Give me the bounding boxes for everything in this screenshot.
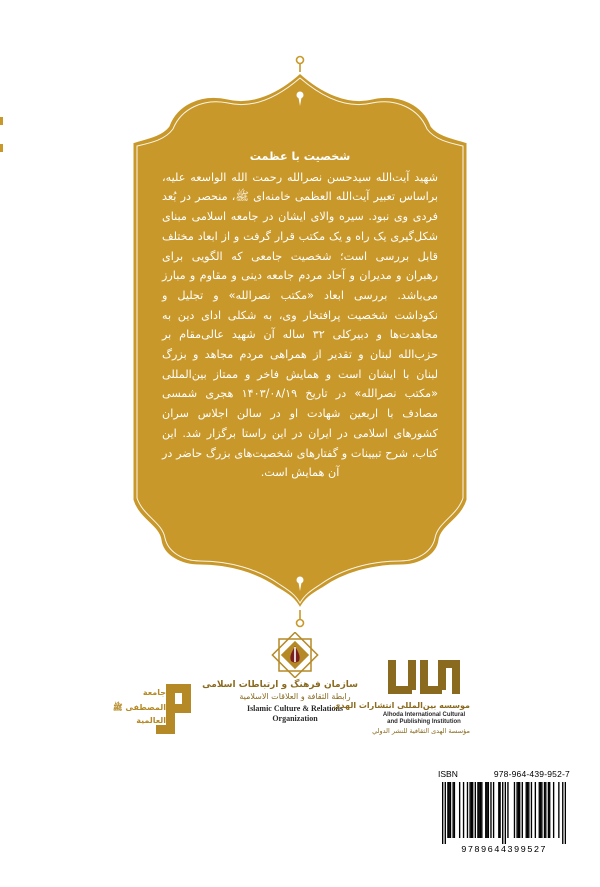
barcode-bar <box>565 782 566 844</box>
barcode-bar <box>452 782 453 838</box>
al-mustafa-university-logo <box>112 680 194 740</box>
barcode-bar <box>498 782 499 838</box>
barcode-bar <box>454 782 455 838</box>
barcode-bar <box>459 782 460 838</box>
barcode-bar <box>527 782 528 838</box>
barcode-bar <box>486 782 487 838</box>
barcode-bar <box>562 782 563 844</box>
isbn-barcode-box <box>436 767 572 858</box>
isbn-number: 978-964-439-952-7 <box>493 769 570 779</box>
barcode-bar <box>549 782 550 838</box>
barcode-bar <box>505 782 506 844</box>
barcode-bar <box>477 782 478 838</box>
barcode-bar <box>479 782 480 838</box>
mostafa-name-line-2: المصطفى ﷺ <box>112 703 166 712</box>
barcode-bar <box>553 782 554 838</box>
barcode-bar <box>522 782 523 838</box>
barcode-bar <box>545 782 546 838</box>
icro-logo <box>202 632 358 727</box>
alhoda-name-english-2: and Publishing Institution <box>387 719 461 725</box>
icro-name-english-1: Islamic Culture & Relations <box>246 704 344 713</box>
barcode-digits: 9789644399527 <box>461 845 547 855</box>
barcode-bar <box>502 782 503 844</box>
barcode-bar <box>445 782 446 844</box>
barcode-bar <box>463 782 464 838</box>
barcode-bar <box>493 782 494 838</box>
barcode-bar <box>531 782 532 838</box>
blurb-heading: شخصیت با عظمت <box>249 150 351 163</box>
barcode-bar <box>447 782 448 838</box>
barcode-bar <box>469 782 470 838</box>
mostafa-name-line-3: العالمية <box>136 716 166 725</box>
alhoda-emblem-icon <box>378 654 470 700</box>
icro-name-persian: سازمان فرهنگ و ارتباطات اسلامی <box>202 680 358 690</box>
barcode-bar <box>540 782 541 838</box>
barcode-bar <box>472 782 473 838</box>
alhoda-name-arabic: مؤسسة الهدی الثقافیة للنشر الدولي <box>372 727 470 735</box>
bottom-finial-icon <box>297 610 304 627</box>
iran-emblem-icon <box>232 632 358 678</box>
barcode-bar <box>516 782 517 838</box>
barcode-bar <box>541 782 542 838</box>
barcode-bar <box>518 782 519 838</box>
barcode-bar <box>499 782 500 838</box>
alhoda-name-persian: موسسه بین‌المللی انتشارات الهدی <box>333 701 470 710</box>
barcode-bar <box>514 782 515 838</box>
barcode-bar <box>528 782 529 838</box>
top-finial-icon <box>297 57 304 73</box>
back-cover-blurb <box>162 147 438 483</box>
barcode-bar <box>480 782 481 838</box>
isbn-label: ISBN <box>438 769 458 779</box>
blurb-body: شهید آیت‌الله سیدحسن نصرالله رحمت الله الواسعه علیه، براساس تعبیر آیت‌الله العظمی خامنه‌ای ﷺ، منحصر در بُعد فردی وی نبود. سیره والای ایشان در جامعه اسلامی مبنای شکل‌گیری یک راه و یک مکتب قرار گرفت و از ابعاد مختلف قابل بررسی است؛ شخصیت جامعی که الگویی برای رهبران و مدیران و آحاد مردم جامعه دینی و مقاوم و مبارز می‌باشد. بررسی ابعاد «مکتب نصرالله» و تجلیل و نکوداشت شخصیت پرافتخار وی، به شکلی ادای دین به مجاهدت‌ها و دبیرکلی ۳۲ ساله آن شهید عالی‌مقام بر حزب‌الله لبنان و تقدیر از همراهی مردم مجاهد و بزرگ لبنان با ایشان است و همایش فاخر و ممتاز بین‌المللی «مکتب نصرالله» در تاریخ ۱۴۰۳/۰۸/۱۹ هجری شمسی مصادف با اربعین شهادت او در سالن اجلاس سران کشورهای اسلامی در ایران در این راستا برگزار شد. این کتاب، شرح تبیینات و گفتارهای شخصیت‌های بزرگ حاضر در آن همایش است. <box>162 170 438 480</box>
barcode-bar <box>544 782 545 838</box>
alhoda-publisher-logo <box>333 654 470 742</box>
barcode-bar <box>548 782 549 838</box>
barcode-bar <box>526 782 527 838</box>
barcode-bar <box>471 782 472 838</box>
barcode-bar <box>539 782 540 838</box>
icro-name-english-2: Organization <box>272 714 318 723</box>
mostafa-name-line-1: جامعة <box>142 688 166 697</box>
barcode-bar <box>558 782 559 838</box>
barcode-bar <box>449 782 450 838</box>
barcode-bar <box>488 782 489 838</box>
barcode-bar <box>475 782 476 838</box>
barcode-bar <box>507 782 508 838</box>
barcode-bar <box>450 782 451 838</box>
icro-name-arabic: رابطة الثقافة و العلاقات الاسلامية <box>239 692 351 701</box>
barcode-bar <box>535 782 536 838</box>
barcode-bar <box>485 782 486 838</box>
barcode-bar <box>442 782 443 844</box>
barcode-bar <box>467 782 468 838</box>
barcode-bar <box>481 782 482 838</box>
alhoda-name-english-1: Alhoda International Cultural <box>382 712 466 718</box>
barcode-bar <box>519 782 520 838</box>
barcode-bar <box>490 782 491 838</box>
barcode-bars <box>442 782 566 844</box>
